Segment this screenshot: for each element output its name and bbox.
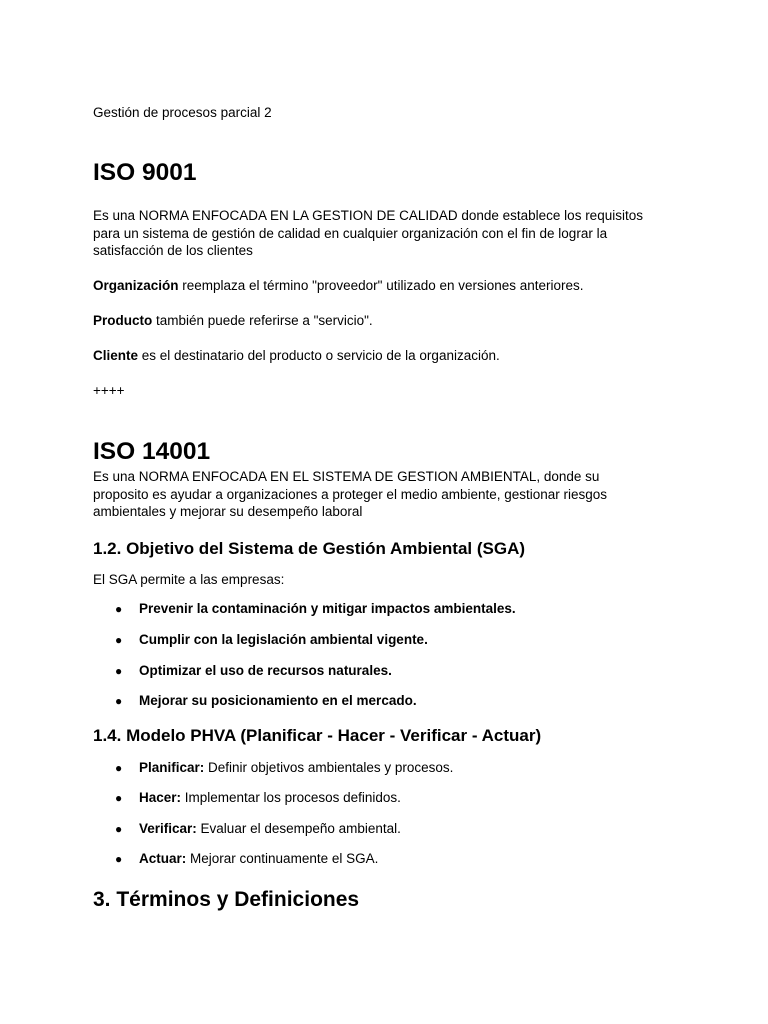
- bullet-icon: ●: [115, 633, 123, 647]
- term-label: Producto: [93, 313, 153, 328]
- bullet-icon: ●: [115, 852, 123, 866]
- bullet-term: Planificar:: [139, 760, 205, 775]
- bullet-text: Mejorar continuamente el SGA.: [186, 851, 379, 866]
- bullet-icon: ●: [115, 761, 123, 775]
- bullet-text: Definir objetivos ambientales y procesos.: [204, 760, 454, 775]
- iso9001-title: ISO 9001: [93, 159, 197, 186]
- phva-bullet: [115, 850, 378, 868]
- bullet-text: Prevenir la contaminación y mitigar impactos ambientales.: [139, 601, 516, 616]
- section3-heading: 3. Términos y Definiciones: [93, 888, 360, 911]
- phva-heading: 1.4. Modelo PHVA (Planificar - Hacer - Verificar - Actuar): [93, 726, 542, 745]
- phva-bullet: [115, 759, 453, 777]
- bullet-icon: ●: [115, 822, 123, 836]
- phva-bullet: [115, 789, 401, 807]
- term-cliente: [93, 347, 500, 365]
- iso14001-intro: [93, 468, 683, 521]
- term-text: es el destinatario del producto o servicio de la organización.: [138, 348, 500, 363]
- bullet-icon: ●: [115, 602, 123, 616]
- bullet-icon: ●: [115, 664, 123, 678]
- iso14001-intro-line: ambientales y mejorar su desempeño laboral: [93, 504, 363, 520]
- objective-bullet: [115, 631, 428, 649]
- iso9001-intro-line: para un sistema de gestión de calidad en cualquier organización con el fin de lograr la: [93, 225, 608, 241]
- term-text: reemplaza el término "proveedor" utilizado en versiones anteriores.: [178, 278, 584, 293]
- objective-heading: 1.2. Objetivo del Sistema de Gestión Ambiental (SGA): [93, 539, 526, 558]
- bullet-icon: ●: [115, 791, 123, 805]
- iso9001-intro-line: satisfacción de los clientes: [93, 243, 253, 259]
- objective-intro: El SGA permite a las empresas:: [93, 572, 285, 587]
- iso14001-title: ISO 14001: [93, 438, 211, 465]
- bullet-text: Mejorar su posicionamiento en el mercado.: [139, 693, 417, 708]
- iso14001-intro-line: Es una NORMA ENFOCADA EN EL SISTEMA DE GESTION AMBIENTAL, donde su: [93, 469, 600, 484]
- bullet-term: Hacer:: [139, 790, 182, 805]
- bullet-text: Implementar los procesos definidos.: [181, 790, 401, 805]
- iso9001-intro: [93, 207, 683, 260]
- objective-bullet: [115, 692, 417, 710]
- document-header: Gestión de procesos parcial 2: [93, 105, 272, 120]
- term-producto: [93, 312, 373, 330]
- bullet-term: Verificar:: [139, 821, 197, 836]
- bullet-icon: ●: [115, 694, 123, 708]
- term-text: también puede referirse a "servicio".: [152, 313, 373, 328]
- objective-bullet: [115, 600, 516, 618]
- phva-bullet: [115, 820, 401, 838]
- bullet-text: Optimizar el uso de recursos naturales.: [139, 663, 392, 678]
- bullet-term: Actuar:: [139, 851, 187, 866]
- iso9001-intro-line: Es una NORMA ENFOCADA EN LA GESTION DE CALIDAD donde establece los requisitos: [93, 208, 643, 223]
- objective-bullet: [115, 662, 392, 680]
- term-label: Organización: [93, 278, 179, 293]
- bullet-text: Evaluar el desempeño ambiental.: [196, 821, 401, 836]
- iso14001-intro-line: proposito es ayudar a organizaciones a proteger el medio ambiente, gestionar riesgos: [93, 486, 608, 502]
- bullet-text: Cumplir con la legislación ambiental vigente.: [139, 632, 428, 647]
- term-label: Cliente: [93, 348, 139, 363]
- term-organizacion: [93, 277, 584, 295]
- separator-text: ++++: [93, 383, 125, 398]
